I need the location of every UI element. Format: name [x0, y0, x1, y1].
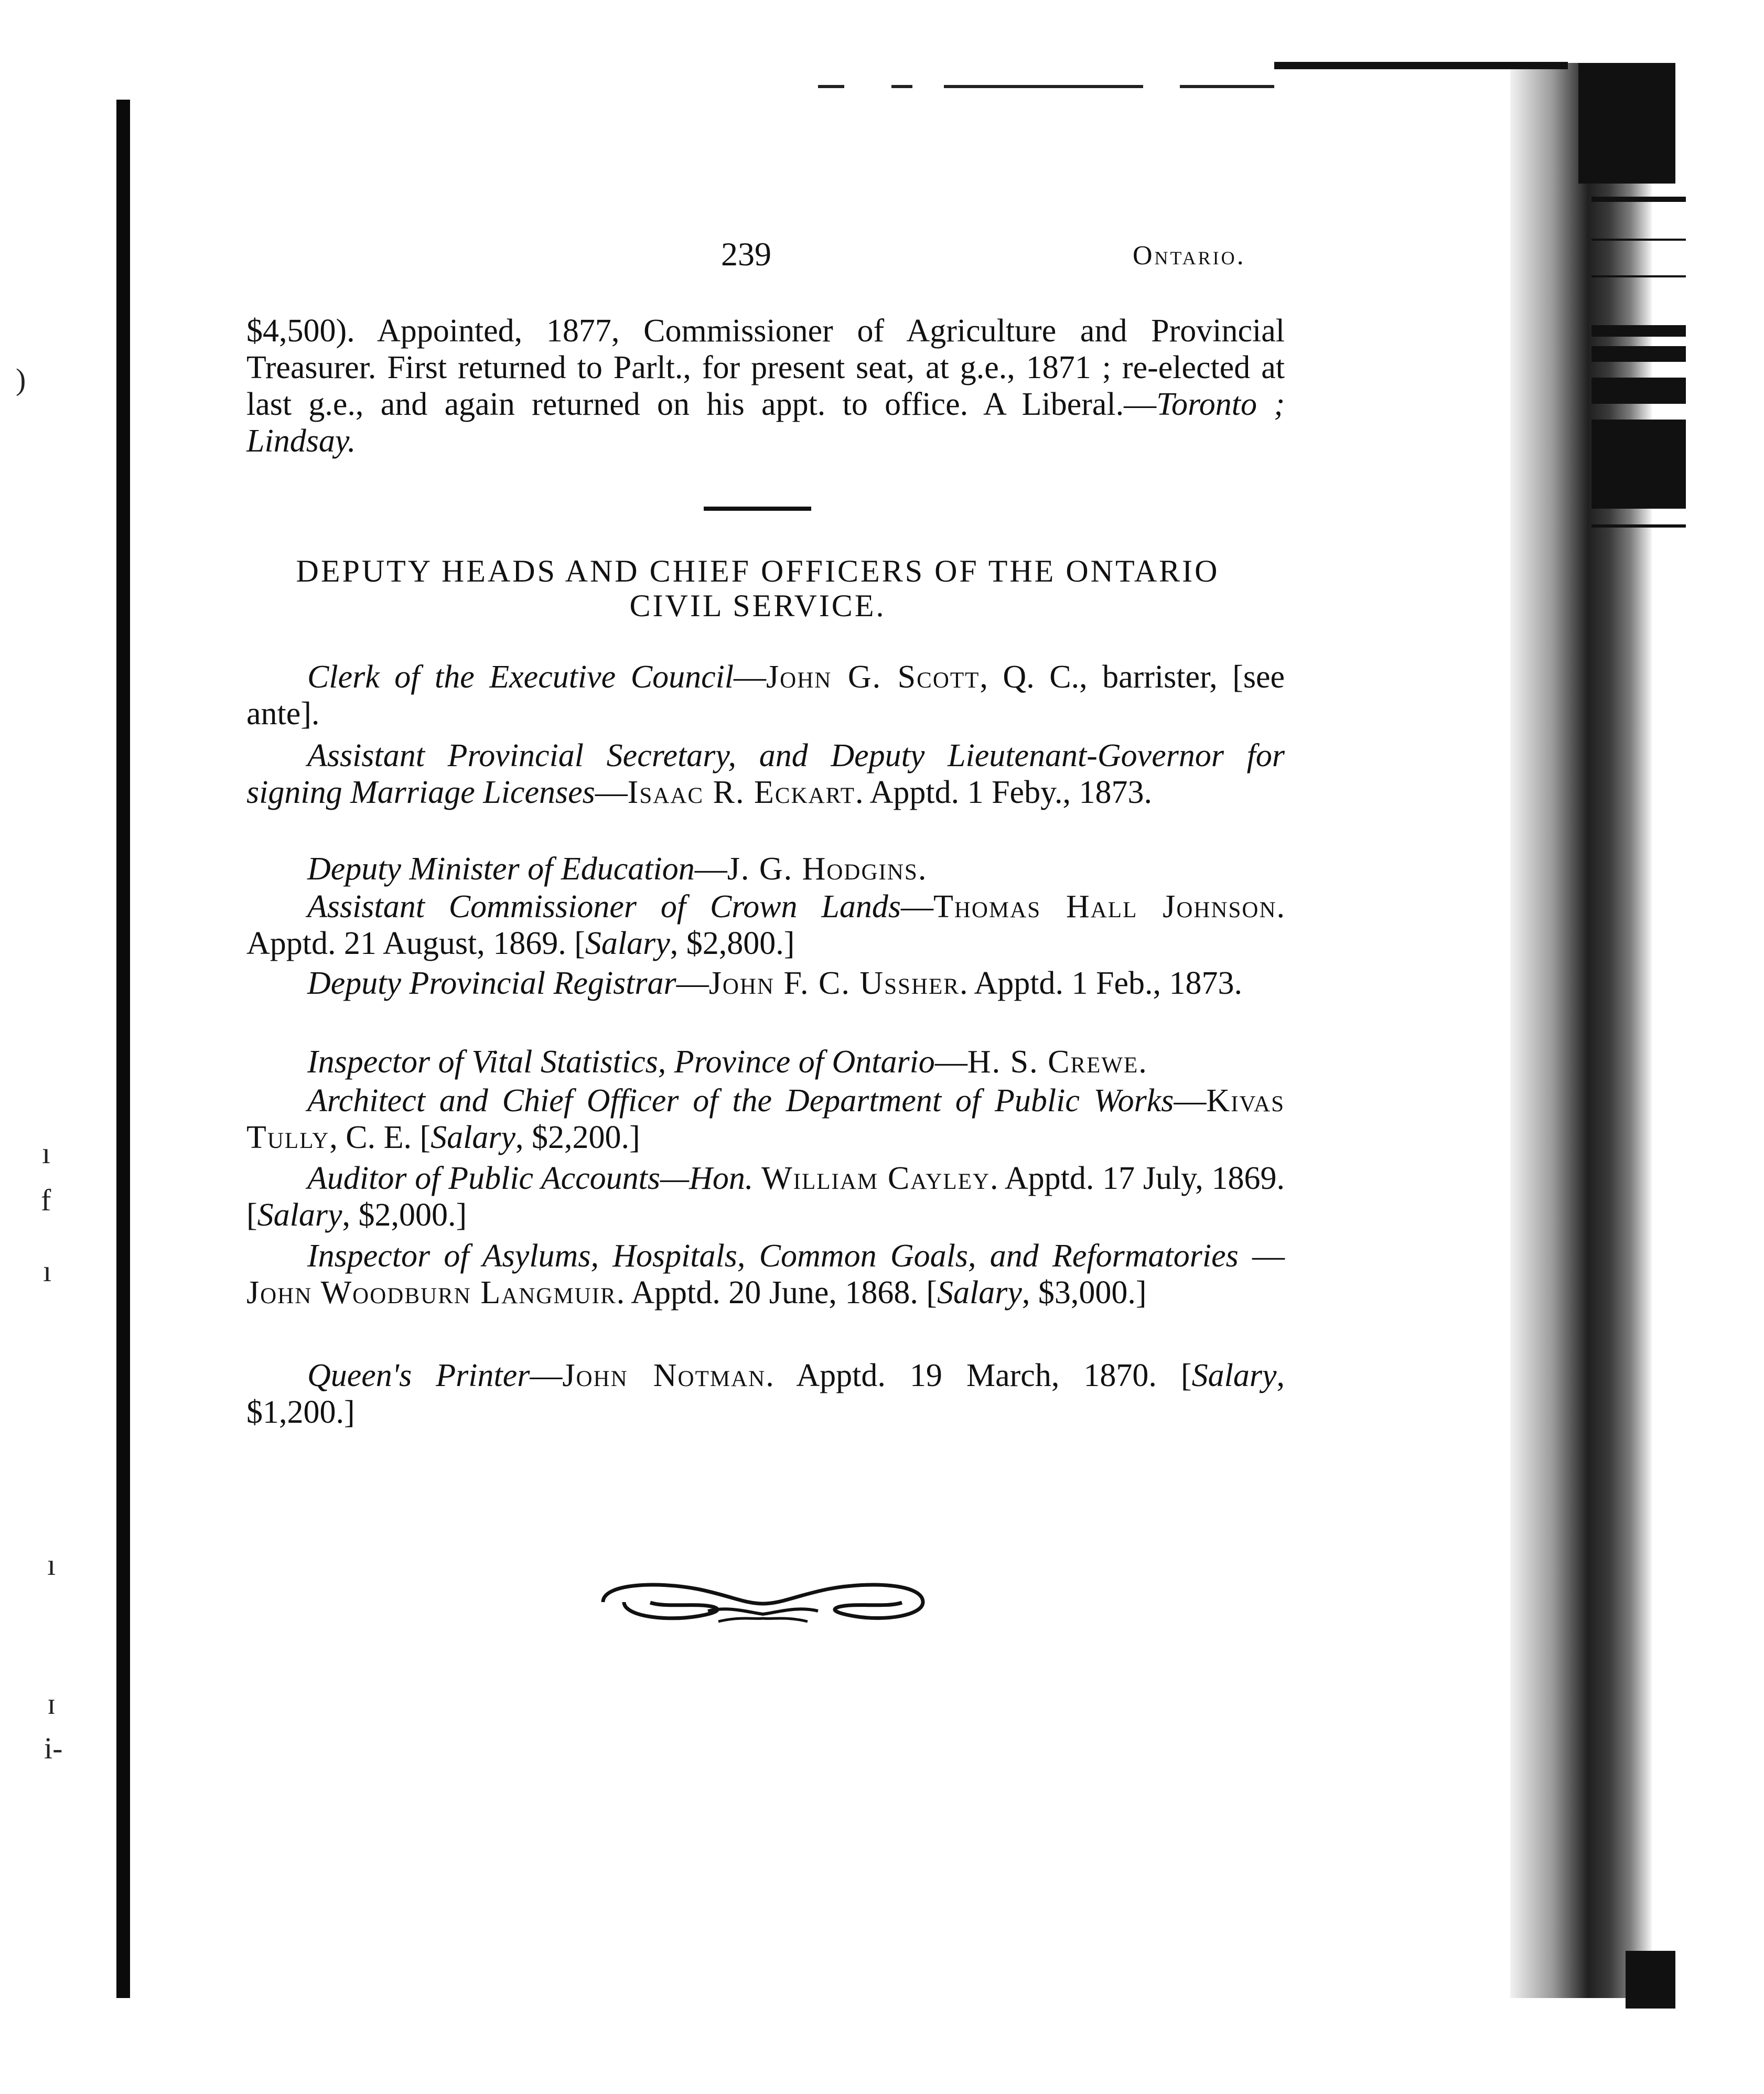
- salary-label: Salary: [431, 1120, 515, 1155]
- entry-name: Kivas Tully: [246, 1083, 1285, 1155]
- salary-value: , $2,200.]: [515, 1120, 640, 1155]
- entry-auditor-public-accounts: [246, 1160, 1285, 1233]
- scan-dark-block: [1578, 63, 1675, 184]
- section-heading-line-2: CIVIL SERVICE.: [629, 588, 886, 623]
- entry-deputy-minister-education: Deputy Minister of Education—J. G. Hodgins.: [307, 851, 927, 887]
- scan-dark-corner: [1626, 1951, 1675, 2009]
- salary-label: Salary: [257, 1197, 342, 1233]
- entry-inspector-vital-statistics: Inspector of Vital Statistics, Province of Ontario—H. S. Crewe.: [307, 1044, 1147, 1080]
- bleed-through-mark: ɪ: [47, 1687, 56, 1721]
- bleed-through-mark: ı: [43, 1254, 52, 1288]
- scan-shadow-left: [116, 100, 130, 1998]
- scan-dash: [891, 85, 912, 88]
- section-divider: [704, 507, 811, 511]
- entry-details: . Apptd. 20 June, 1868. [: [616, 1275, 938, 1311]
- entry-clerk-executive-council: Clerk of the Executive Council—John G. Scott, Q. C., barrister, [see ante].: [246, 659, 1285, 732]
- entry-title: Assistant Provincial Secretary, and Deputy Lieutenant-Governor for signing Marriage Licenses: [246, 738, 1285, 810]
- bleed-through-mark: i-: [44, 1731, 63, 1765]
- entry-title: Clerk of the Executive Council: [307, 659, 734, 695]
- bleed-through-mark: f: [41, 1183, 51, 1217]
- entry-title: Inspector of Vital Statistics, Province of Ontario: [307, 1044, 935, 1080]
- entry-title: Architect and Chief Officer of the Department of Public Works: [307, 1083, 1174, 1119]
- salary-label: Salary: [585, 926, 670, 961]
- entry-inspector-asylums: Inspector of Asylums, Hospitals, Common Goals, and Reformatories —John Woodburn Langmuir. Apptd. 20 June, 1868. [Salary, $3,000.]: [246, 1238, 1285, 1311]
- salary-value: , $1,200.]: [246, 1358, 1285, 1430]
- scan-dash: [944, 85, 1143, 88]
- bleed-through-mark: ı: [47, 1548, 56, 1582]
- entry-details: , Q. C., barrister, [see ante].: [246, 659, 1285, 732]
- entry-architect-public-works: Architect and Chief Officer of the Department of Public Works—Kivas Tully, C. E. [Salary, $2,200.]: [246, 1083, 1285, 1155]
- entry-name: J. G. Hodgins: [727, 851, 918, 887]
- salary-value: , $3,000.]: [1021, 1275, 1147, 1311]
- scan-band: [1591, 197, 1686, 202]
- entry-title: Inspector of Asylums, Hospitals, Common Goals, and Reformatories: [307, 1238, 1239, 1274]
- section-heading: [231, 554, 1285, 623]
- entry-details: . Apptd. 1 Feb., 1873.: [959, 965, 1243, 1001]
- entry-details: .: [1138, 1044, 1147, 1080]
- entry-details: . Apptd. 17 July, 1869. [: [246, 1161, 1285, 1233]
- scan-band: [1591, 378, 1686, 404]
- scan-top-rule: [1274, 62, 1568, 69]
- salary-value: , $2,000.]: [342, 1197, 467, 1233]
- entry-title: Assistant Commissioner of Crown Lands: [307, 889, 901, 925]
- section-heading-line-1: DEPUTY HEADS AND CHIEF OFFICERS OF THE ONTARIO: [296, 554, 1220, 588]
- entry-title: Auditor of Public Accounts—Hon.: [307, 1161, 754, 1196]
- entry-details: . Apptd. 21 August, 1869. [: [246, 889, 1285, 961]
- entry-title: Queen's Printer: [307, 1358, 530, 1393]
- scan-band: [1591, 346, 1686, 362]
- scan-band: [1591, 239, 1686, 241]
- salary-label: Salary: [937, 1275, 1022, 1311]
- entry-title: Deputy Provincial Registrar: [307, 965, 676, 1001]
- entry-title: Deputy Minister of Education: [307, 851, 695, 887]
- entry-details: . Apptd. 1 Feby., 1873.: [855, 775, 1153, 810]
- entry-assistant-commissioner-crown-lands: Assistant Commissioner of Crown Lands—Thomas Hall Johnson. Apptd. 21 August, 1869. [Salary, $2,800.]: [246, 889, 1285, 961]
- flourish-ornament-icon: [593, 1573, 933, 1631]
- scan-band: [1591, 325, 1686, 337]
- entry-name: John G. Scott: [766, 659, 980, 695]
- entry-queens-printer: Queen's Printer—John Notman. Apptd. 19 March, 1870. [Salary, $1,200.]: [246, 1358, 1285, 1430]
- entry-assistant-provincial-secretary: Assistant Provincial Secretary, and Deputy Lieutenant-Governor for signing Marriage Licenses—Isaac R. Eckart. Apptd. 1 Feby., 1873.: [246, 738, 1285, 810]
- entry-name: John Notman: [562, 1358, 766, 1393]
- scan-band: [1591, 275, 1686, 277]
- entry-details: . Apptd. 19 March, 1870. [: [766, 1358, 1192, 1393]
- page-number: 239: [721, 235, 771, 273]
- continuation-paragraph: [246, 313, 1285, 459]
- entry-details: .: [918, 851, 927, 887]
- salary-label: Salary: [1191, 1358, 1277, 1393]
- scan-band: [1591, 420, 1686, 509]
- scan-dash: [818, 85, 844, 88]
- bleed-through-mark: ı: [42, 1136, 51, 1170]
- entry-details: , C. E. [: [329, 1120, 431, 1155]
- entry-name: John F. C. Ussher: [708, 965, 960, 1001]
- scan-dash: [1180, 85, 1274, 88]
- continuation-residence: Toronto ; Lindsay.: [246, 386, 1285, 459]
- entry-name: John Woodburn Langmuir: [246, 1275, 617, 1311]
- running-head: Ontario.: [1133, 241, 1246, 271]
- entry-name: William Cayley: [761, 1161, 991, 1196]
- bleed-through-mark: ): [16, 362, 26, 396]
- salary-value: , $2,800.]: [670, 926, 795, 961]
- continuation-body: $4,500). Appointed, 1877, Commissioner of Agriculture and Provincial Treasurer. First returned to Parlt., for present seat, at g.e., 1871 ; re-elected at last g.e., and again returned on his appt. to office. A Liberal.—: [246, 313, 1285, 422]
- entry-name: Thomas Hall Johnson: [933, 889, 1277, 925]
- entry-name: H. S. Crewe: [967, 1044, 1139, 1080]
- scan-band: [1591, 524, 1686, 528]
- entry-deputy-provincial-registrar: Deputy Provincial Registrar—John F. C. Ussher. Apptd. 1 Feb., 1873.: [307, 965, 1243, 1001]
- entry-name: Isaac R. Eckart: [627, 775, 855, 810]
